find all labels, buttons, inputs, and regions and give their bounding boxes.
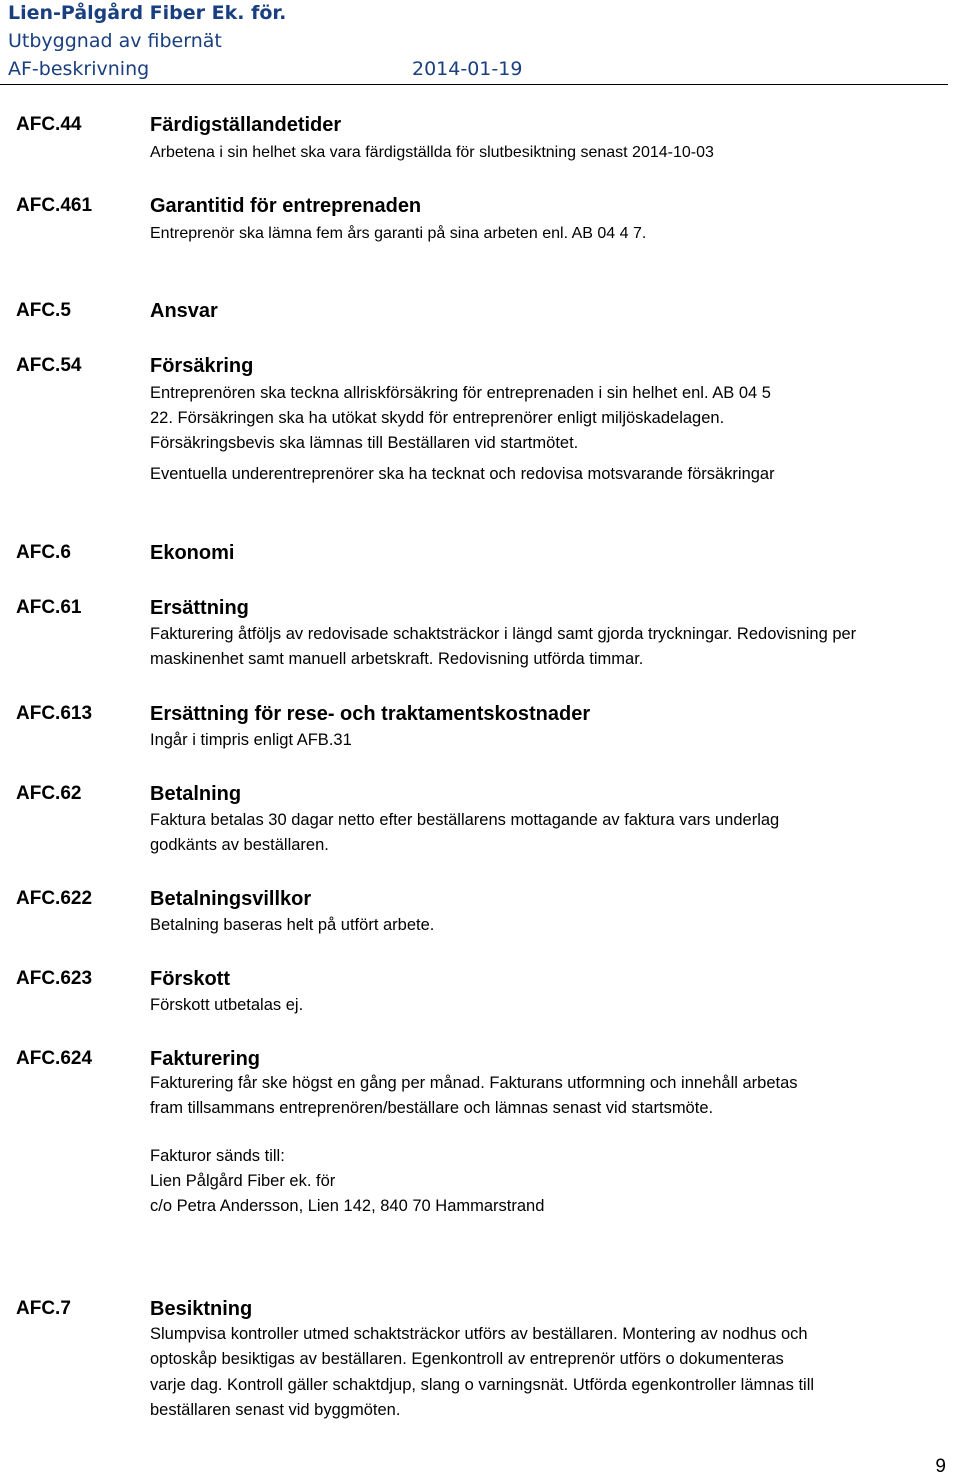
invoice-recipient-address: c/o Petra Andersson, Lien 142, 840 70 Hammarstrand xyxy=(150,1197,545,1215)
section-code: AFC.613 xyxy=(16,703,93,724)
section-code: AFC.5 xyxy=(16,300,71,321)
section-title: Ersättning för rese- och traktamentskostnader xyxy=(150,703,591,725)
page-number: 9 xyxy=(935,1456,946,1477)
section-text: Faktura betalas 30 dagar netto efter beställarens mottagande av faktura vars underlag xyxy=(150,811,780,829)
section-text: Försäkringsbevis ska lämnas till Beställaren vid startmötet. xyxy=(150,434,579,452)
section-text: Fakturering får ske högst en gång per månad. Fakturans utformning och innehåll arbetas xyxy=(150,1074,798,1092)
section-code: AFC.6 xyxy=(16,542,71,563)
section-title: Färdigställandetider xyxy=(150,114,342,136)
section-text: godkänts av beställaren. xyxy=(150,836,329,854)
invoice-recipient-name: Lien Pålgård Fiber ek. för xyxy=(150,1172,336,1190)
section-text: Förskott utbetalas ej. xyxy=(150,996,304,1014)
section-text: Entreprenör ska lämna fem års garanti på sina arbeten enl. AB 04 4 7. xyxy=(150,225,647,242)
section-text: Betalning baseras helt på utfört arbete. xyxy=(150,916,435,934)
section-code: AFC.461 xyxy=(16,195,93,216)
section-code: AFC.62 xyxy=(16,783,82,804)
section-text: optoskåp besiktigas av beställaren. Egenkontroll av entreprenör utförs o dokumenteras xyxy=(150,1350,784,1368)
section-title: Garantitid för entreprenaden xyxy=(150,195,422,217)
section-text: 22. Försäkringen ska ha utökat skydd för entreprenörer enligt miljöskadelagen. xyxy=(150,409,725,427)
section-code: AFC.624 xyxy=(16,1048,93,1069)
section-code: AFC.7 xyxy=(16,1298,71,1319)
document-type: AF-beskrivning xyxy=(8,58,150,80)
section-text: Entreprenören ska teckna allriskförsäkring för entreprenaden i sin helhet enl. AB 04 5 xyxy=(150,384,771,402)
section-text: Slumpvisa kontroller utmed schaktsträckor utförs av beställaren. Montering av nodhus och xyxy=(150,1325,808,1343)
section-code: AFC.622 xyxy=(16,888,93,909)
section-title: Ekonomi xyxy=(150,542,235,564)
section-title: Förskott xyxy=(150,968,230,990)
section-text: fram tillsammans entreprenören/beställare och lämnas senast vid startsmöte. xyxy=(150,1099,714,1117)
section-code: AFC.61 xyxy=(16,597,82,618)
organization-name: Lien-Pålgård Fiber Ek. för. xyxy=(8,2,287,24)
section-text: maskinenhet samt manuell arbetskraft. Redovisning utförda timmar. xyxy=(150,650,644,668)
section-text: Eventuella underentreprenörer ska ha tecknat och redovisa motsvarande försäkringar xyxy=(150,465,775,483)
project-name: Utbyggnad av fibernät xyxy=(8,30,222,52)
section-title: Besiktning xyxy=(150,1298,253,1320)
section-title: Fakturering xyxy=(150,1048,261,1070)
document-date: 2014-01-19 xyxy=(412,58,523,80)
section-text: beställaren senast vid byggmöten. xyxy=(150,1401,401,1419)
section-title: Ersättning xyxy=(150,597,249,619)
section-text: Fakturering åtföljs av redovisade schaktsträckor i längd samt gjorda tryckningar. Redovisning per xyxy=(150,625,857,643)
section-code: AFC.623 xyxy=(16,968,93,989)
invoice-recipient-label: Fakturor sänds till: xyxy=(150,1147,285,1165)
section-title: Ansvar xyxy=(150,300,218,322)
section-text: varje dag. Kontroll gäller schaktdjup, slang o varningsnät. Utförda egenkontroller lämnas till xyxy=(150,1376,815,1394)
section-title: Betalningsvillkor xyxy=(150,888,312,910)
section-code: AFC.54 xyxy=(16,355,82,376)
section-text: Ingår i timpris enligt AFB.31 xyxy=(150,731,352,749)
section-title: Betalning xyxy=(150,783,242,805)
section-title: Försäkring xyxy=(150,355,254,377)
section-code: AFC.44 xyxy=(16,114,82,135)
section-text: Arbetena i sin helhet ska vara färdigställda för slutbesiktning senast 2014-10-03 xyxy=(150,144,714,161)
header-divider xyxy=(0,84,948,85)
